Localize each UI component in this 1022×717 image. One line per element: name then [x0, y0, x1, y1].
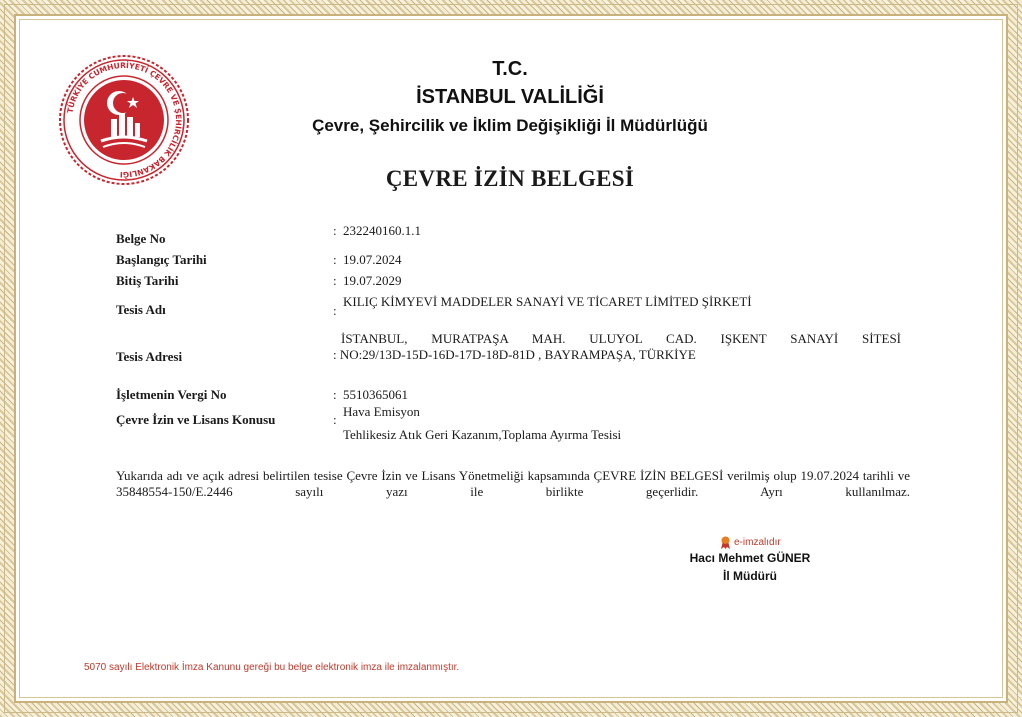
value-tesis-adi: KILIÇ KİMYEVİ MADDELER SANAYİ VE TİCARET LİMİTED ŞİRKETİ: [343, 294, 752, 309]
value-izin-konusu-1: Hava Emisyon: [343, 404, 420, 419]
value-tesis-adresi-line2: : NO:29/13D-15D-16D-17D-18D-81D , BAYRAMPAŞA, TÜRKİYE: [333, 347, 696, 362]
signer-title: İl Müdürü: [723, 569, 777, 583]
header-valilik: İSTANBUL VALİLİĞİ: [416, 86, 604, 108]
label-tesis-adresi: Tesis Adresi: [116, 349, 183, 364]
label-belge-no: Belge No: [116, 231, 166, 246]
colon: :: [333, 223, 337, 238]
colon: :: [333, 252, 337, 267]
header-tc: T.C.: [492, 58, 528, 80]
value-baslangic-tarihi: 19.07.2024: [343, 252, 402, 267]
label-vergi-no: İşletmenin Vergi No: [116, 387, 227, 402]
value-izin-konusu-2: Tehlikesiz Atık Geri Kazanım,Toplama Ayırma Tesisi: [343, 427, 622, 442]
validity-paragraph: Yukarıda adı ve açık adresi belirtilen tesise Çevre İzin ve Lisans Yönetmeliği kapsamında ÇEVRE İZİN BELGESİ verilmiş olup 19.07.2024 tarihli ve 35848554-150/E.2446 sayılı yazı ile birlikte geçerlidir. Ayrı kullanılmaz.: [116, 468, 910, 499]
seal-ring-text: TÜRKİYE CUMHURİYETİ ÇEVRE VE ŞEHİRCİLİK BAKANLIĞI: [65, 60, 184, 180]
label-baslangic-tarihi: Başlangıç Tarihi: [116, 252, 207, 267]
label-izin-konusu: Çevre İzin ve Lisans Konusu: [116, 412, 276, 427]
value-bitis-tarihi: 19.07.2029: [343, 273, 402, 288]
signer-name: Hacı Mehmet GÜNER: [689, 551, 811, 565]
header-mudurluk: Çevre, Şehircilik ve İklim Değişikliği İl Müdürlüğü: [312, 116, 708, 135]
colon: :: [333, 273, 337, 288]
e-signature-text: e-imzalıdır: [734, 537, 781, 548]
label-tesis-adi: Tesis Adı: [116, 302, 166, 317]
ribbon-icon: [720, 536, 731, 549]
value-vergi-no: 5510365061: [343, 387, 408, 402]
ministry-seal-icon: [57, 53, 191, 187]
colon: :: [333, 412, 337, 427]
colon: :: [333, 303, 337, 318]
e-signature-footer-note: 5070 sayılı Elektronik İmza Kanunu gereği bu belge elektronik imza ile imzalanmıştır.: [84, 662, 460, 673]
label-bitis-tarihi: Bitiş Tarihi: [116, 273, 179, 288]
value-belge-no: 232240160.1.1: [343, 223, 421, 238]
e-signature-badge: [720, 536, 781, 549]
colon: :: [333, 387, 337, 402]
document-title: ÇEVRE İZİN BELGESİ: [385, 166, 635, 191]
value-tesis-adresi-line1: İSTANBUL, MURATPAŞA MAH. ULUYOL CAD. IŞKENT SANAYİ SİTESİ: [341, 331, 901, 346]
